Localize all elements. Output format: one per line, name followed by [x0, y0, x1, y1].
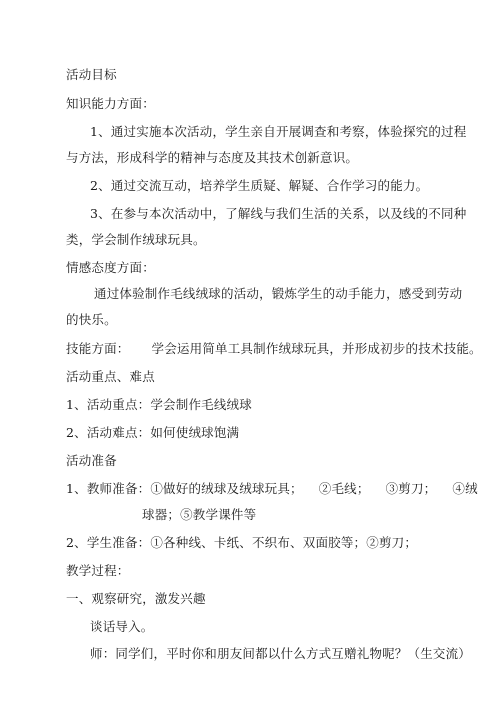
- knowledge-item-1: 1、通过实施本次活动，学生亲自开展调查和考察，体验探究的过程: [90, 124, 467, 139]
- teacher-prep-item-3: ③剪刀；: [385, 481, 437, 496]
- intro-text: 谈话导入。: [90, 619, 154, 634]
- heading-key-points: 活动重点、难点: [66, 369, 155, 384]
- heading-activity-goals: 活动目标: [66, 67, 117, 82]
- emotion-text-cont: 的快乐。: [66, 312, 117, 327]
- teacher-prep-item-2: ②毛线；: [318, 481, 370, 496]
- knowledge-item-2: 2、通过交流互动，培养学生质疑、解疑、合作学习的能力。: [90, 178, 429, 193]
- teacher-prep-label: 1、教师准备：: [66, 481, 151, 496]
- teacher-dialogue: 师：同学们，平时你和朋友间都以什么方式互赠礼物呢？（生交流）: [90, 646, 472, 661]
- heading-preparation: 活动准备: [66, 453, 117, 468]
- skill-text: 学会运用简单工具制作绒球玩具，并形成初步的技术技能。: [151, 341, 482, 356]
- teacher-prep-line: [66, 481, 478, 497]
- knowledge-item-3: 3、在参与本次活动中，了解线与我们生活的关系，以及线的不同种: [90, 206, 467, 221]
- knowledge-item-1-cont: 与方法，形成科学的精神与态度及其技术创新意识。: [66, 150, 359, 165]
- knowledge-item-3-cont: 类，学会制作绒球玩具。: [66, 232, 206, 247]
- skill-line: [66, 341, 482, 357]
- teacher-prep-cont: 球器；⑤教学课件等: [142, 507, 257, 522]
- teacher-prep-item-1: ①做好的绒球及绒球玩具；: [150, 481, 303, 496]
- student-prep: 2、学生准备：①各种线、卡纸、不织布、双面胶等；②剪刀；: [66, 535, 418, 550]
- skill-label: 技能方面：: [66, 341, 130, 356]
- section-one-heading: 一、观察研究，激发兴趣: [66, 591, 206, 606]
- emotion-text: 通过体验制作毛线绒球的活动，锻炼学生的动手能力，感受到劳动: [94, 286, 463, 301]
- heading-knowledge: 知识能力方面：: [66, 96, 155, 111]
- heading-emotion: 情感态度方面：: [66, 260, 155, 275]
- key-point: 1、活动重点：学会制作毛线绒球: [66, 397, 252, 412]
- teacher-prep-item-4: ④绒: [452, 481, 478, 496]
- difficult-point: 2、活动难点：如何使绒球饱满: [66, 425, 240, 440]
- heading-process: 教学过程：: [66, 563, 130, 578]
